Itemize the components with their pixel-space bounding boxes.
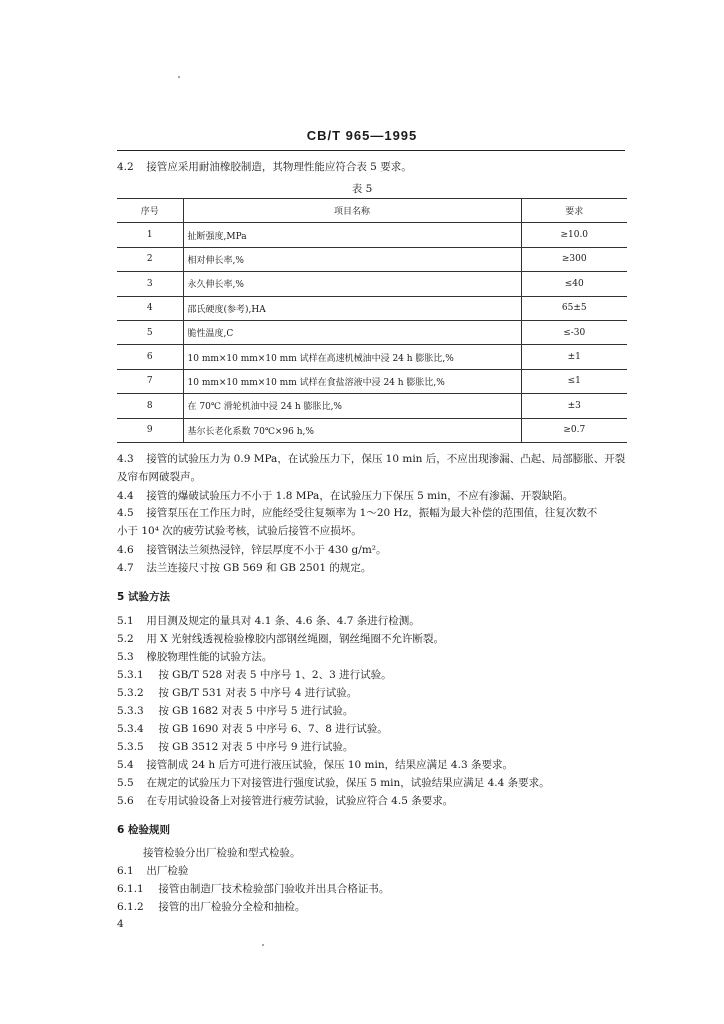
cell-requirement: 65±5 [521,296,627,320]
clause-4-5-cont: 小于 10⁴ 次的疲劳试验考核，试验后接管不应损坏。 [117,525,362,537]
clause-text: 按 GB 1690 对表 5 中序号 6、7、8 进行试验。 [158,723,388,735]
scan-speck [178,76,180,78]
column-header: 项目名称 [183,199,521,223]
page-number: 4 [117,918,124,930]
clause-6-1 [117,864,627,878]
clause-text: 接管的出厂检验分全检和抽检。 [158,901,306,913]
cell-item: 在 70℃ 滑轮机油中浸 24 h 膨胀比,% [183,394,521,418]
cell-requirement: ≤40 [521,272,627,296]
clause-number: 5.6 [117,795,134,807]
clause-text: 按 GB 3512 对表 5 中序号 9 进行试验。 [158,741,354,753]
requirements-table [117,198,627,443]
table-row [117,369,627,393]
cell-index: 7 [117,369,183,393]
cell-item: 邵氏硬度(参考),HA [183,296,521,320]
table-row [117,272,627,296]
cell-index: 8 [117,394,183,418]
clause-text: 接管由制造厂技术检验部门验收并出具合格证书。 [158,883,390,895]
header-rule [117,150,625,151]
clause-number: 5.4 [117,759,134,771]
clause-5-6 [117,794,627,808]
clause-4-4 [117,489,627,503]
cell-requirement: ±3 [521,394,627,418]
clause-6-1-2 [117,900,627,914]
clause-text: 用目测及规定的量具对 4.1 条、4.6 条、4.7 条进行检测。 [146,615,420,627]
clause-5-1 [117,614,627,628]
clause-text: 接管的试验压力为 0.9 MPa，在试验压力下，保压 10 min 后，不应出现渗漏、凸起、局部膨胀、开裂 [146,453,626,465]
cell-item: 扯断强度,MPa [183,223,521,247]
clause-number: 5.3 [117,651,134,663]
clause-text: 接管应采用耐油橡胶制造，其物理性能应符合表 5 要求。 [146,161,412,173]
clause-text: 按 GB/T 531 对表 5 中序号 4 进行试验。 [158,687,358,699]
clause-number: 6.1.2 [117,901,144,913]
cell-requirement: ≥10.0 [521,223,627,247]
cell-index: 5 [117,320,183,344]
clause-number: 5.3.4 [117,723,144,735]
clause-text: 橡胶物理性能的试验方法。 [146,651,273,663]
clause-number: 4.7 [117,562,134,574]
cell-requirement: ≥0.7 [521,418,627,442]
clause-text: 出厂检验 [146,865,189,877]
clause-text: 用 X 光射线透视检验橡胶内部钢丝绳圈，钢丝绳圈不允许断裂。 [146,633,444,645]
clause-4-3-cont: 及帘布网破裂声。 [117,471,201,483]
clause-5-3-4 [117,722,627,736]
clause-number: 5.3.1 [117,669,144,681]
clause-4-3 [117,452,627,466]
clause-number: 5.3.3 [117,705,144,717]
standard-code-header: CB/T 965—1995 [306,128,418,143]
clause-number: 6.1.1 [117,883,144,895]
column-header: 序号 [117,199,183,223]
scan-speck [262,944,264,946]
cell-index: 2 [117,247,183,271]
clause-5-3-3 [117,704,627,718]
clause-5-5 [117,776,627,790]
cell-index: 4 [117,296,183,320]
table-row [117,394,627,418]
cell-index: 1 [117,223,183,247]
clause-number: 5.5 [117,777,134,789]
clause-5-3-5 [117,740,627,754]
table-row [117,223,627,247]
cell-item: 脆性温度,C [183,320,521,344]
clause-number: 5.2 [117,633,134,645]
cell-item: 相对伸长率,% [183,247,521,271]
clause-number: 5.3.2 [117,687,144,699]
cell-requirement: ≤1 [521,369,627,393]
clause-5-3-2 [117,686,627,700]
clause-4-7 [117,561,627,575]
cell-requirement: ≥300 [521,247,627,271]
cell-item: 10 mm×10 mm×10 mm 试样在食盐溶液中浸 24 h 膨胀比,% [183,369,521,393]
cell-requirement: ±1 [521,345,627,369]
clause-text: 在规定的试验压力下对接管进行强度试验，保压 5 min，试验结果应满足 4.4 条要求。 [146,777,550,789]
clause-5-3 [117,650,627,664]
clause-number: 6.1 [117,865,134,877]
table-row [117,320,627,344]
table-row [117,345,627,369]
clause-number: 5.3.5 [117,741,144,753]
column-header: 要求 [521,199,627,223]
clause-number: 4.5 [117,507,134,519]
clause-number: 5.1 [117,615,134,627]
clause-4-6 [117,543,627,557]
clause-number: 4.6 [117,544,134,556]
clause-text: 在专用试验设备上对接管进行疲劳试验，试验应符合 4.5 条要求。 [146,795,454,807]
cell-item: 10 mm×10 mm×10 mm 试样在高速机械油中浸 24 h 膨胀比,% [183,345,521,369]
section-5-title: 5 试验方法 [117,591,170,603]
clause-6-1-1 [117,882,627,896]
table-row [117,418,627,442]
cell-index: 3 [117,272,183,296]
clause-text: 法兰连接尺寸按 GB 569 和 GB 2501 的规定。 [146,562,372,574]
clause-number: 4.4 [117,490,134,502]
clause-4-5 [117,506,627,520]
cell-item: 永久伸长率,% [183,272,521,296]
section-6-title: 6 检验规则 [117,824,170,836]
clause-text: 接管制成 24 h 后方可进行液压试验，保压 10 min，结果应满足 4.3 条要求。 [146,759,513,771]
table-row [117,247,627,271]
cell-item: 基尔长老化系数 70℃×96 h,% [183,418,521,442]
clause-text: 接管的爆破试验压力不小于 1.8 MPa，在试验压力下保压 5 min，不应有渗漏、开裂缺陷。 [146,490,574,502]
clause-5-3-1 [117,668,627,682]
clause-5-2 [117,632,627,646]
table-title: 表 5 [351,183,373,195]
clause-4-2 [117,160,627,174]
clause-5-4 [117,758,627,772]
cell-requirement: ≤-30 [521,320,627,344]
table-header-row [117,199,627,223]
cell-index: 6 [117,345,183,369]
clause-text: 接管泵压在工作压力时，应能经受往复频率为 1～20 Hz，振幅为最大补偿的范围值，往复次数不 [146,507,598,519]
cell-index: 9 [117,418,183,442]
clause-text: 按 GB/T 528 对表 5 中序号 1、2、3 进行试验。 [158,669,392,681]
clause-number: 4.3 [117,453,134,465]
table-row [117,296,627,320]
clause-text: 接管钢法兰须热浸锌，锌层厚度不小于 430 g/m²。 [146,544,387,556]
section-6-intro: 接管检验分出厂检验和型式检验。 [143,847,301,859]
clause-text: 按 GB 1682 对表 5 中序号 5 进行试验。 [158,705,354,717]
clause-number: 4.2 [117,161,134,173]
